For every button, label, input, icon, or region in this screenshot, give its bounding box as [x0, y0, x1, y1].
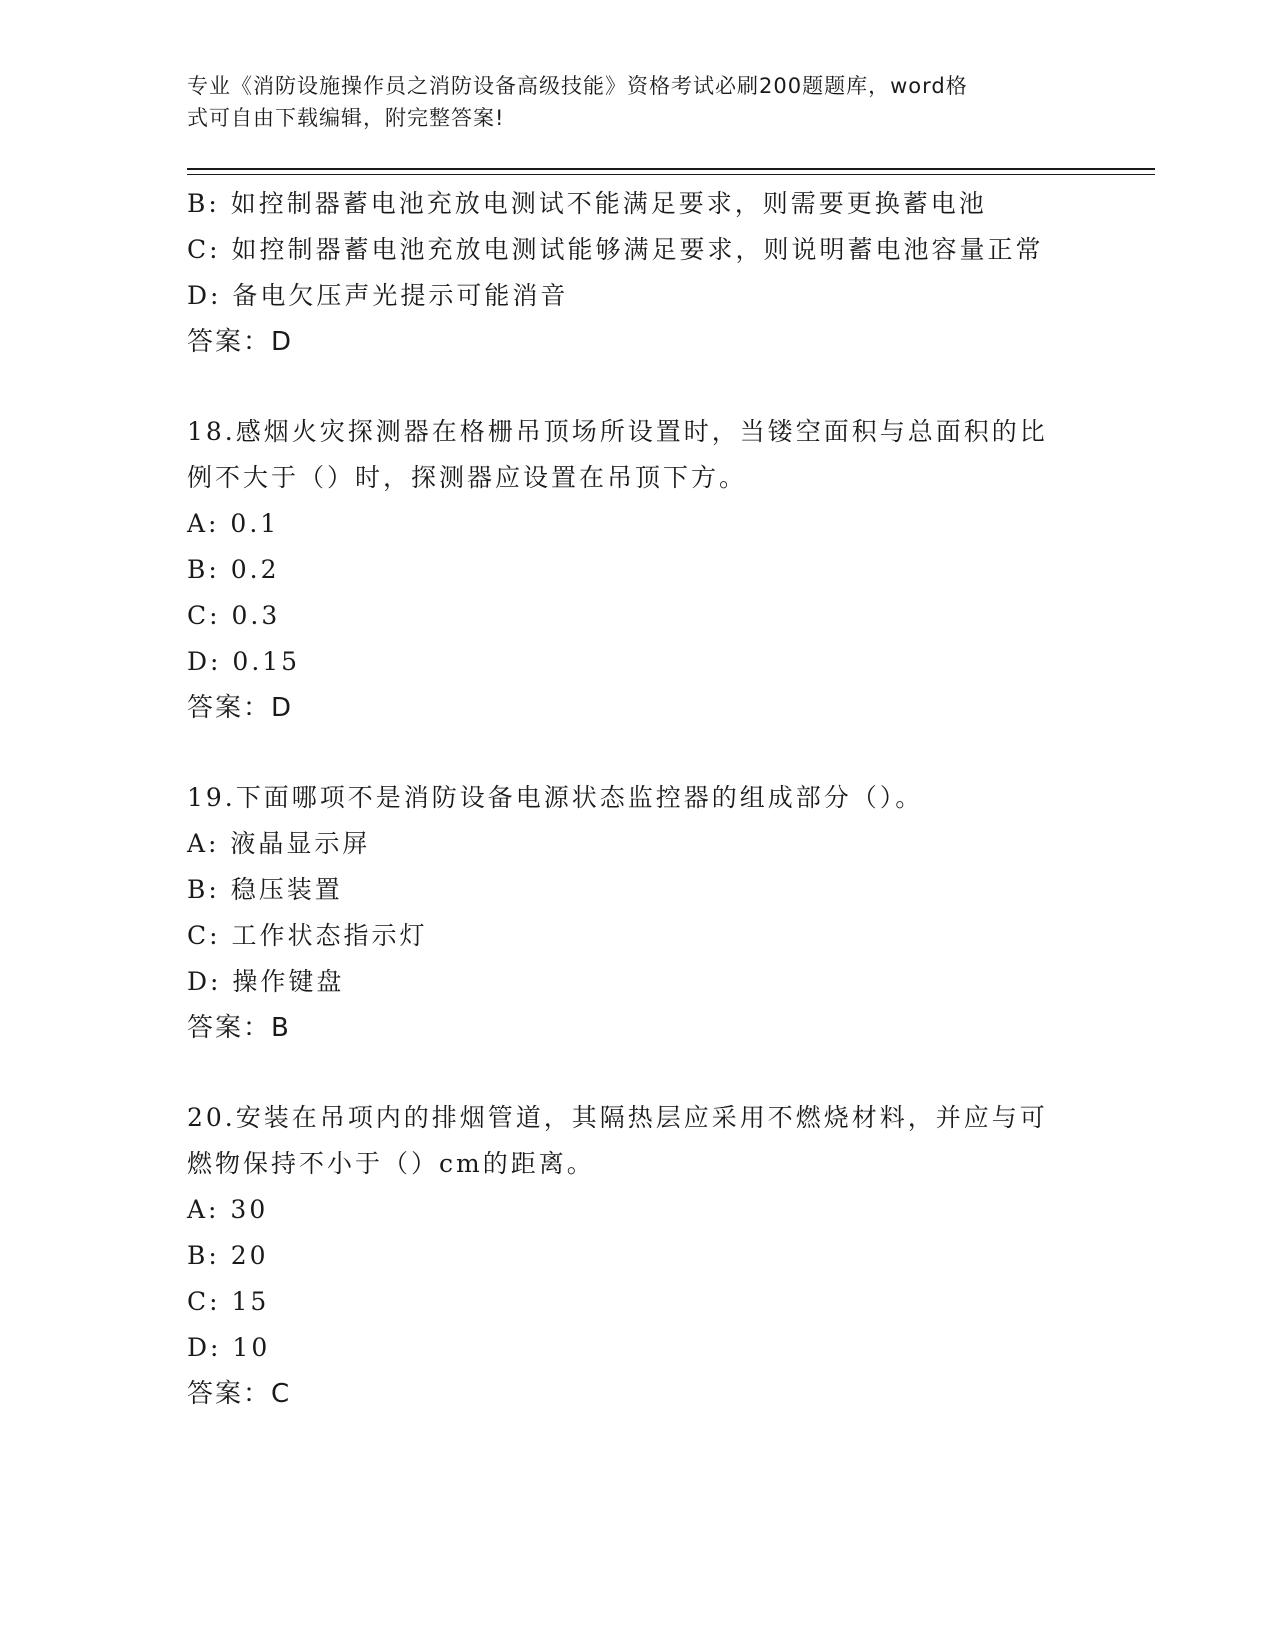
header-line-2: 式可自由下载编辑，附完整答案!: [187, 106, 505, 130]
question-stem-line: 19.下面哪项不是消防设备电源状态监控器的组成部分（）。: [187, 783, 924, 812]
option-c: C: 工作状态指示灯: [187, 921, 428, 950]
option-b: B: 20: [187, 1241, 269, 1270]
question-stem-line: 20.安装在吊项内的排烟管道，其隔热层应采用不燃烧材料，并应与可: [187, 1103, 1048, 1132]
question-19: [187, 775, 1157, 1051]
option-d: D: 0.15: [187, 647, 301, 676]
document-header: [187, 70, 1157, 134]
document-page: [187, 70, 1157, 1417]
answer: 答案：B: [187, 1013, 291, 1043]
header-line-1: 专业《消防设施操作员之消防设备高级技能》资格考试必刷200题题库，word格: [187, 74, 968, 98]
answer: 答案：D: [187, 693, 294, 723]
answer: 答案：C: [187, 1379, 292, 1409]
question-stem-line: 例不大于（）时，探测器应设置在吊顶下方。: [187, 463, 748, 492]
option-d: D: 备电欠压声光提示可能消音: [187, 281, 569, 310]
option-a: A: 液晶显示屏: [187, 829, 371, 858]
option-a: A: 30: [187, 1195, 269, 1224]
option-d: D: 操作键盘: [187, 967, 345, 996]
option-c: C: 0.3: [187, 601, 281, 630]
option-b: B: 0.2: [187, 555, 280, 584]
option-b: B: 稳压装置: [187, 875, 343, 904]
question-18: [187, 409, 1157, 731]
option-b: B: 如控制器蓄电池充放电测试不能满足要求，则需要更换蓄电池: [187, 189, 987, 218]
question-20: [187, 1095, 1157, 1417]
question-stem-line: 燃物保持不小于（）cm的距离。: [187, 1149, 595, 1178]
option-c: C: 如控制器蓄电池充放电测试能够满足要求，则说明蓄电池容量正常: [187, 235, 1044, 264]
option-c: C: 15: [187, 1287, 270, 1316]
question-stem-line: 18.感烟火灾探测器在格栅吊顶场所设置时，当镂空面积与总面积的比: [187, 417, 1048, 446]
option-d: D: 10: [187, 1333, 271, 1362]
option-a: A: 0.1: [187, 509, 280, 538]
answer: 答案：D: [187, 327, 294, 357]
carryover-question: [187, 181, 1157, 365]
header-divider: [187, 168, 1155, 175]
